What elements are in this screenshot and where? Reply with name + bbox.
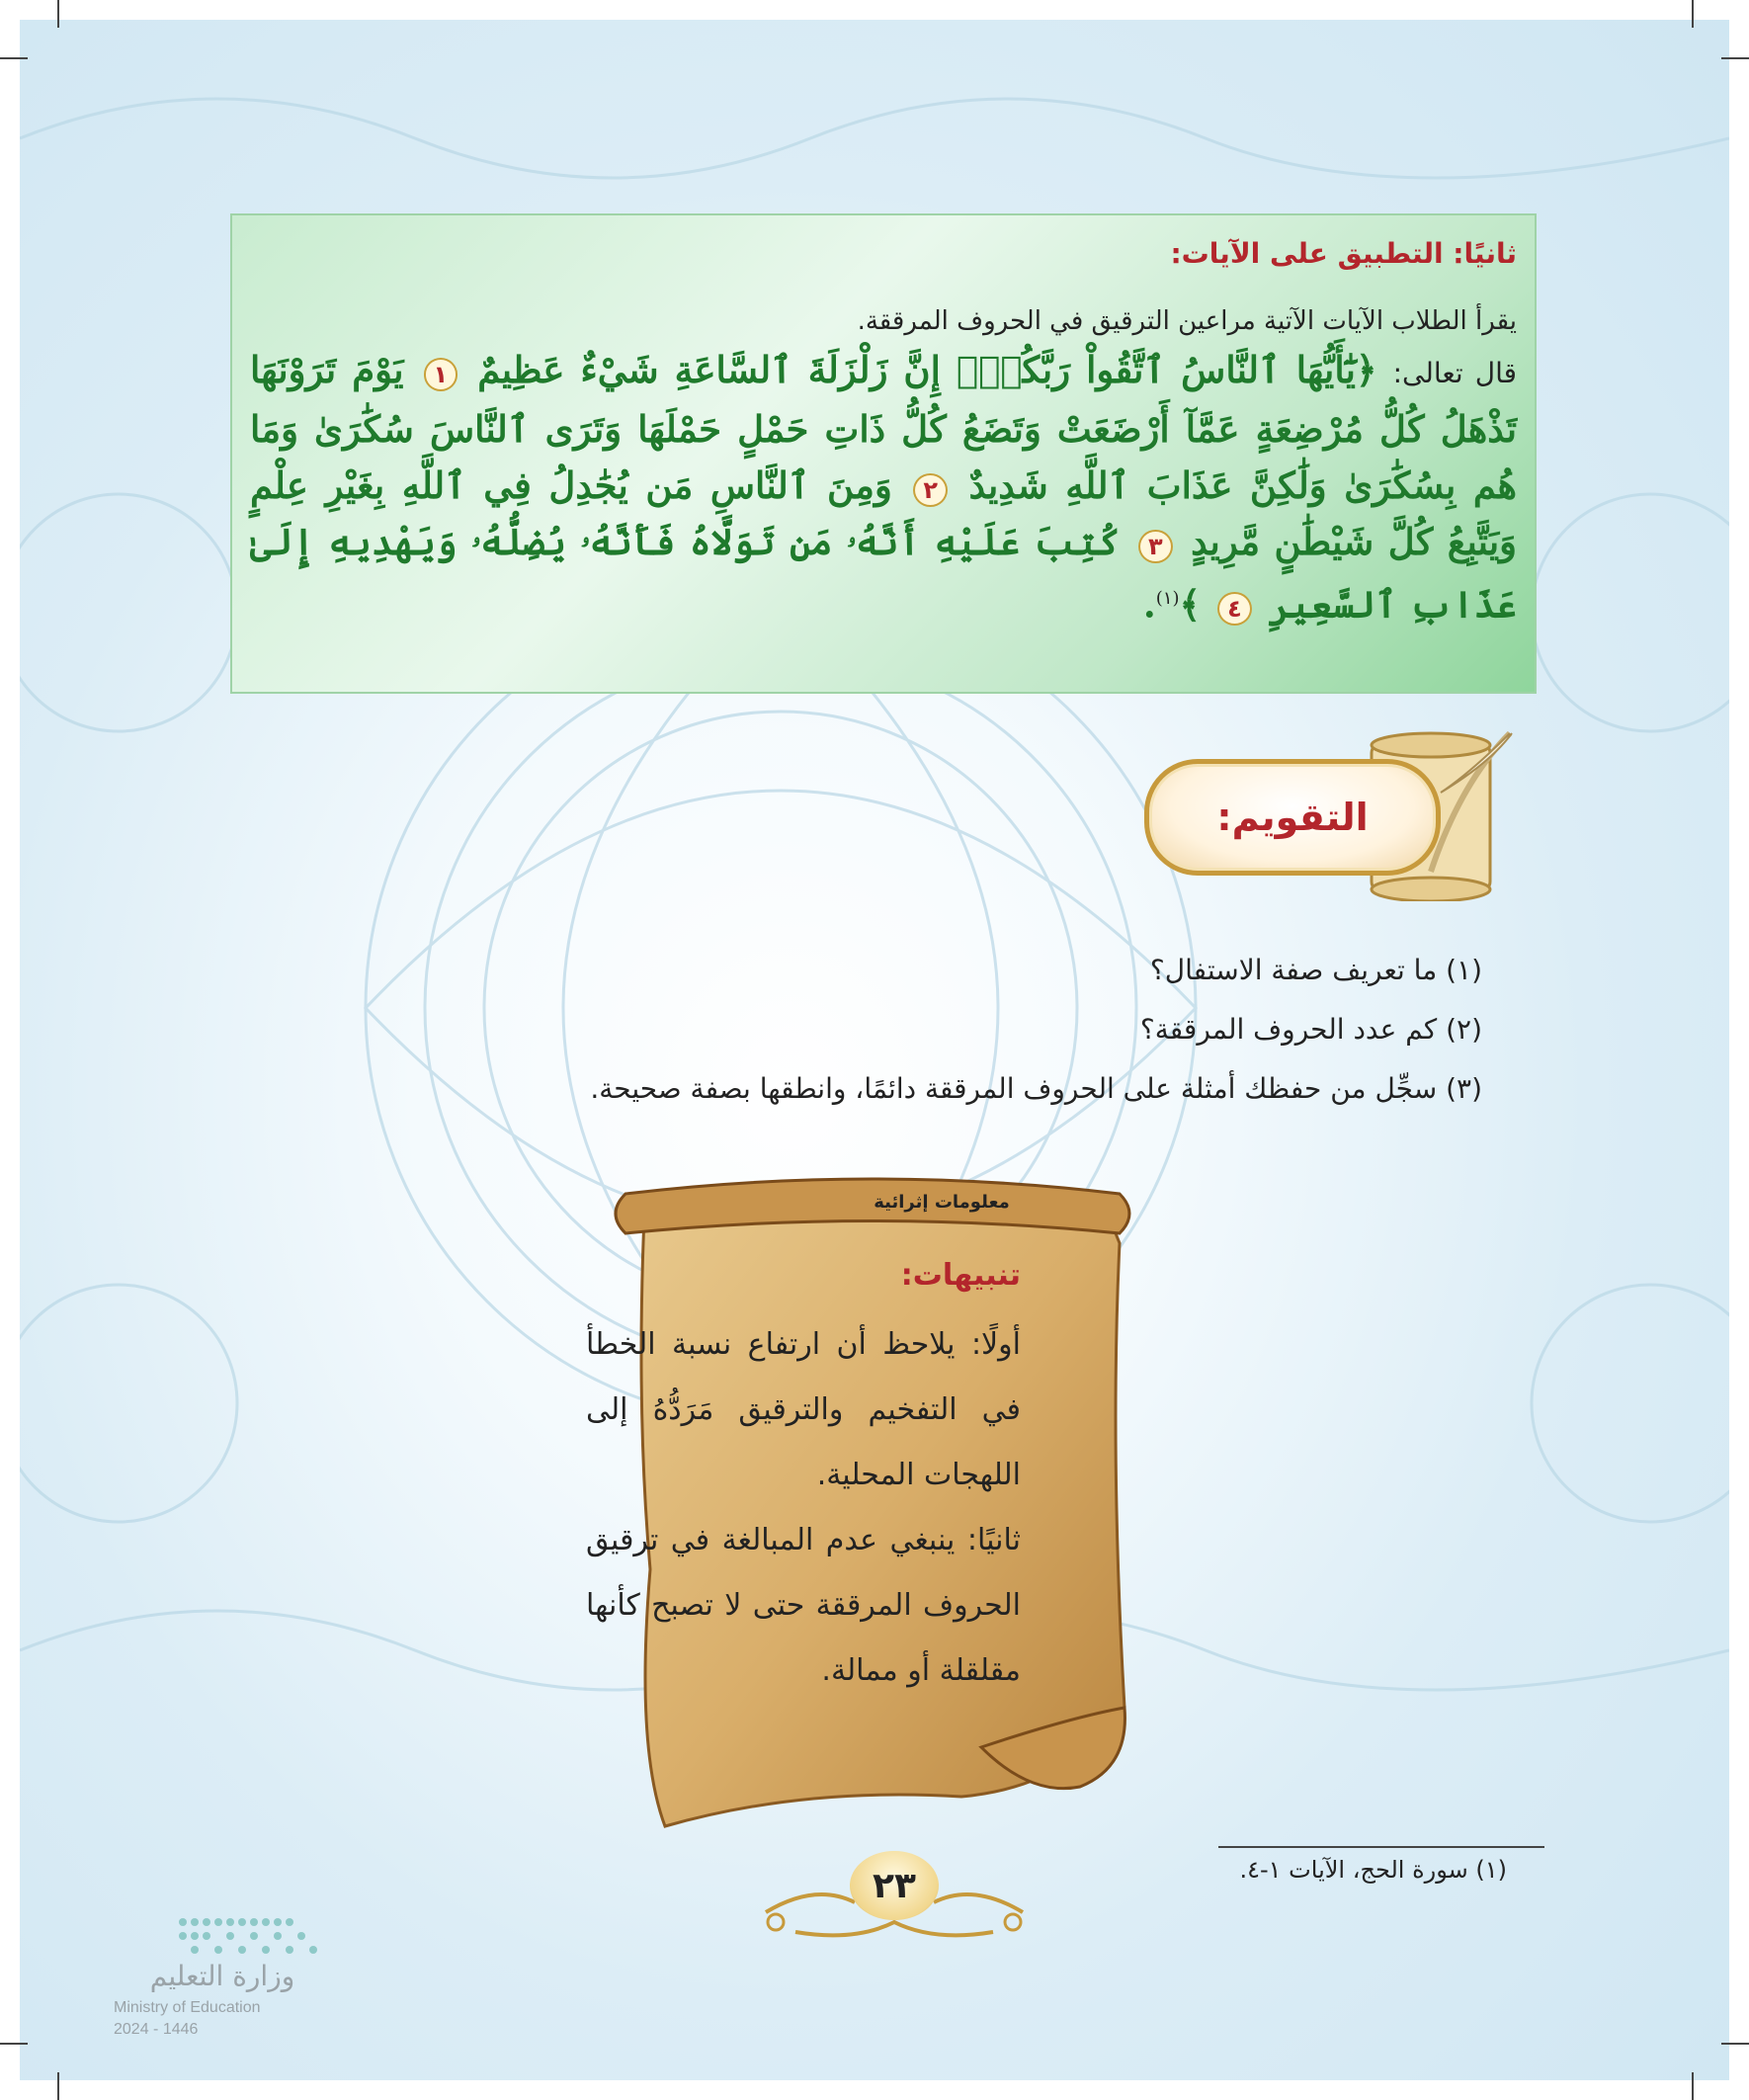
application-instruction: يقرأ الطلاب الآيات الآتية مراعين الترقيق في الحروف المرققة. <box>857 306 1517 336</box>
crop-mark <box>57 2072 59 2100</box>
verse-end-dot: . <box>1142 582 1156 627</box>
notes-title: تنبيهات: <box>900 1258 1021 1293</box>
verse-3: وَمِنَ ٱلنَّاسِ مَن يُجَٰدِلُ فِي ٱللَّهِ بِغَيْرِ عِلْمٍ وَيَتَّبِعُ كُلَّ شَيْطَٰنٍ مَّرِيدٍ <box>250 463 1517 563</box>
evaluation-questions <box>590 941 1482 1119</box>
verse-1: ﴿يَٰٓأَيُّهَا ٱلنَّاسُ ٱتَّقُواْ رَبَّكُمْۚ إِنَّ زَلْزَلَةَ ٱلسَّاعَةِ شَيْءٌ عَظِيمٌ <box>477 348 1377 391</box>
page-number: ٢٣ <box>850 1851 939 1920</box>
crop-mark <box>1721 57 1749 59</box>
note-paragraph: ثانيًا: ينبغي عدم المبالغة في ترقيق الحروف المرققة حتى لا تصبح كأنها مقلقلة أو ممالة. <box>586 1523 1021 1688</box>
verse-number-1: ١ <box>424 358 458 391</box>
crop-mark <box>1721 2043 1749 2045</box>
question-item: (٢) كم عدد الحروف المرققة؟ <box>1139 1013 1482 1046</box>
ministry-dots-icon <box>173 1912 331 1962</box>
question-item: (٣) سجِّل من حفظك أمثلة على الحروف المرققة دائمًا، وانطقها بصفة صحيحة. <box>590 1072 1482 1105</box>
footnote: (١) سورة الحج، الآيات ١-٤. <box>1239 1856 1507 1884</box>
note-paragraph: أولًا: يلاحظ أن ارتفاع نسبة الخطأ في التفخيم والترقيق مَرَدُّهُ إلى اللهجات المحلية. <box>586 1327 1021 1492</box>
verse-intro: قال تعالى: <box>1392 357 1517 389</box>
evaluation-banner <box>1144 723 1540 901</box>
evaluation-title: التقويم: <box>1216 796 1369 839</box>
footnote-reference: (١) <box>1155 588 1180 609</box>
enrichment-scroll <box>586 1154 1139 1846</box>
enrichment-label: معلومات إثرائية <box>874 1192 1010 1213</box>
verse-number-4: ٤ <box>1217 592 1252 626</box>
application-panel <box>230 213 1537 694</box>
crop-mark <box>0 2043 28 2045</box>
ministry-logo <box>114 1912 331 2041</box>
crop-mark <box>57 0 59 28</box>
verse-2: يَوْمَ تَرَوْنَهَا تَذْهَلُ كُلُّ مُرْضِعَةٍ عَمَّآ أَرْضَعَتْ وَتَضَعُ كُلُّ ذَاتِ حَمْلٍ حَمْلَهَا وَتَرَى ٱلنَّاسَ سُكَٰرَىٰ وَمَا هُم بِسُكَٰرَىٰ وَلَٰكِنَّ عَذَابَ ٱللَّهِ شَدِيدٌ <box>250 348 1517 507</box>
page-background <box>20 20 1729 2080</box>
crop-mark <box>0 57 28 59</box>
application-heading: ثانيًا: التطبيق على الآيات: <box>1170 237 1517 270</box>
evaluation-pill <box>1144 759 1441 876</box>
ministry-name-en: Ministry of Education <box>114 1999 261 2016</box>
crop-mark <box>1692 0 1694 28</box>
notes-body <box>586 1312 1021 1704</box>
ministry-name-ar: وزارة التعليم <box>149 1960 295 1992</box>
verse-number-3: ٣ <box>1138 530 1173 563</box>
verse-4: كُتِبَ عَلَيْهِ أَنَّهُۥ مَن تَوَلَّاهُ فَأَنَّهُۥ يُضِلُّهُۥ وَيَهْدِيهِ إِلَىٰ عَذَابِ ٱلسَّعِيرِ <box>250 520 1517 627</box>
page-number-ornament <box>756 1843 1033 1952</box>
verse-number-2: ٢ <box>913 473 948 507</box>
question-item: (١) ما تعريف صفة الاستفال؟ <box>1149 954 1482 986</box>
footnote-divider <box>1218 1846 1544 1848</box>
quran-verses <box>250 342 1517 632</box>
verse-closing: ﴾ <box>1179 582 1202 627</box>
ministry-year: 2024 - 1446 <box>114 2021 199 2038</box>
crop-mark <box>1692 2072 1694 2100</box>
